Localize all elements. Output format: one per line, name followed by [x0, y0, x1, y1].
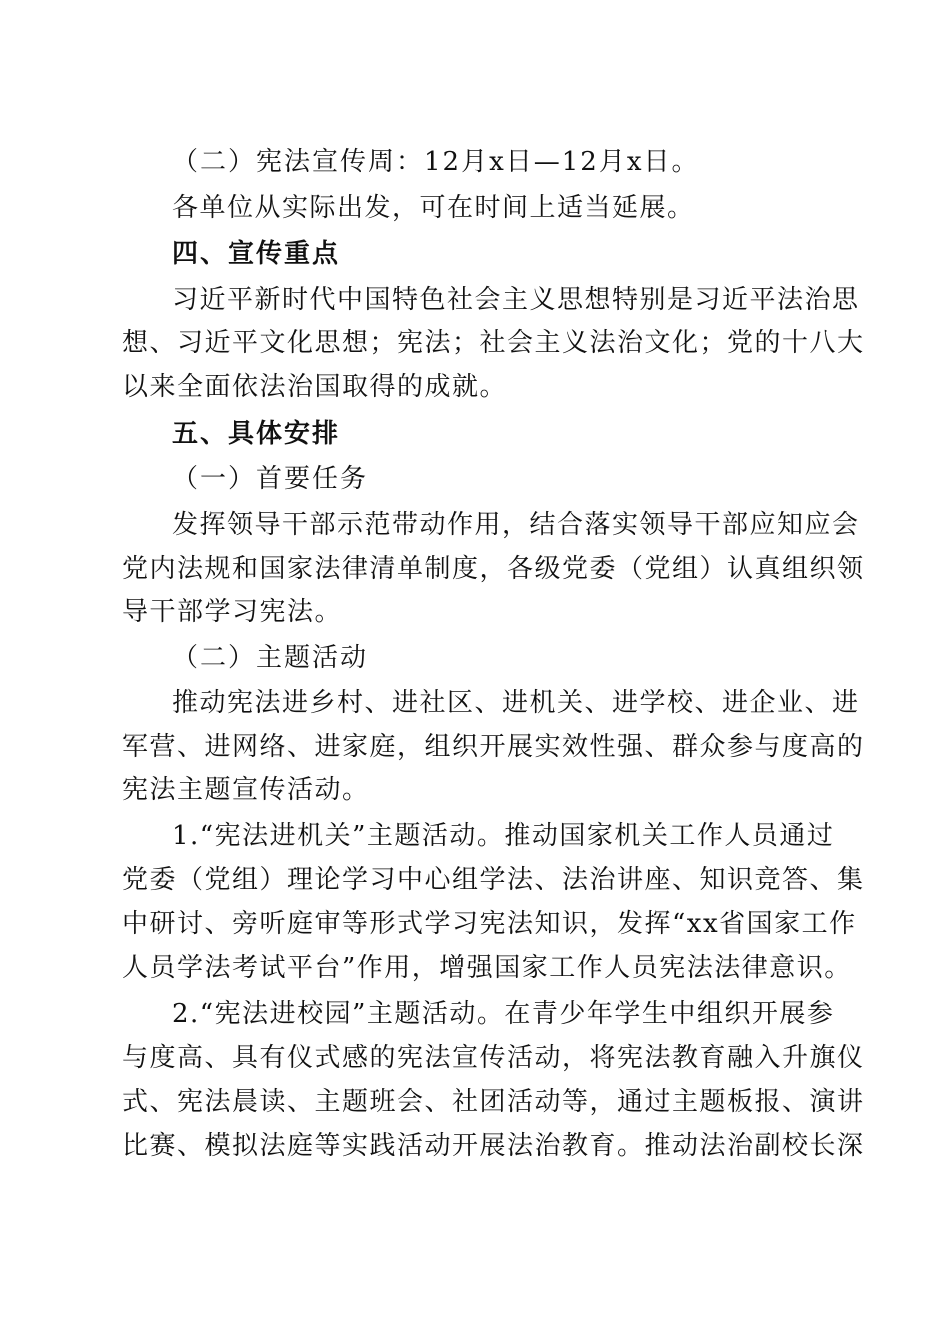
paragraph-line: 各单位从实际出发，可在时间上适当延展。: [172, 193, 695, 223]
paragraph-line: 导干部学习宪法。: [122, 597, 343, 627]
section-heading-specific-arrangements: 五、具体安排: [172, 419, 341, 449]
subheading-theme-activities: （二）主题活动: [172, 643, 369, 673]
paragraph-line: 党委（党组）理论学习中心组学法、法治讲座、知识竞答、集: [122, 865, 865, 895]
paragraph-line: 党内法规和国家法律清单制度，各级党委（党组）认真组织领: [122, 554, 865, 584]
subheading-primary-task: （一）首要任务: [172, 464, 369, 494]
paragraph-line: 式、宪法晨读、主题班会、社团活动等，通过主题板报、演讲: [122, 1087, 865, 1117]
paragraph-line: 中研讨、旁听庭审等形式学习宪法知识，发挥“xx省国家工作: [122, 909, 857, 939]
paragraph-line: 习近平新时代中国特色社会主义思想特别是习近平法治思: [172, 285, 860, 315]
paragraph-line: 1.“宪法进机关”主题活动。推动国家机关工作人员通过: [172, 821, 835, 851]
paragraph-line: 发挥领导干部示范带动作用，结合落实领导干部应知应会: [172, 510, 860, 540]
paragraph-line: 2.“宪法进校园”主题活动。在青少年学生中组织开展参: [172, 999, 835, 1029]
paragraph-line: 与度高、具有仪式感的宪法宣传活动，将宪法教育融入升旗仪: [122, 1043, 865, 1073]
paragraph-line: 推动宪法进乡村、进社区、进机关、进学校、进企业、进: [172, 688, 860, 718]
section-heading-publicity-focus: 四、宣传重点: [172, 239, 341, 269]
paragraph-line: 以来全面依法治国取得的成就。: [122, 372, 508, 402]
paragraph-line: 军营、进网络、进家庭，组织开展实效性强、群众参与度高的: [122, 732, 865, 762]
subheading-publicity-week: （二）宪法宣传周：12月x日—12月x日。: [172, 147, 700, 177]
paragraph-line: 人员学法考试平台”作用，增强国家工作人员宪法法律意识。: [122, 953, 852, 983]
paragraph-line: 比赛、模拟法庭等实践活动开展法治教育。推动法治副校长深: [122, 1131, 865, 1161]
paragraph-line: 宪法主题宣传活动。: [122, 775, 370, 805]
paragraph-line: 想、习近平文化思想；宪法；社会主义法治文化；党的十八大: [122, 328, 865, 358]
